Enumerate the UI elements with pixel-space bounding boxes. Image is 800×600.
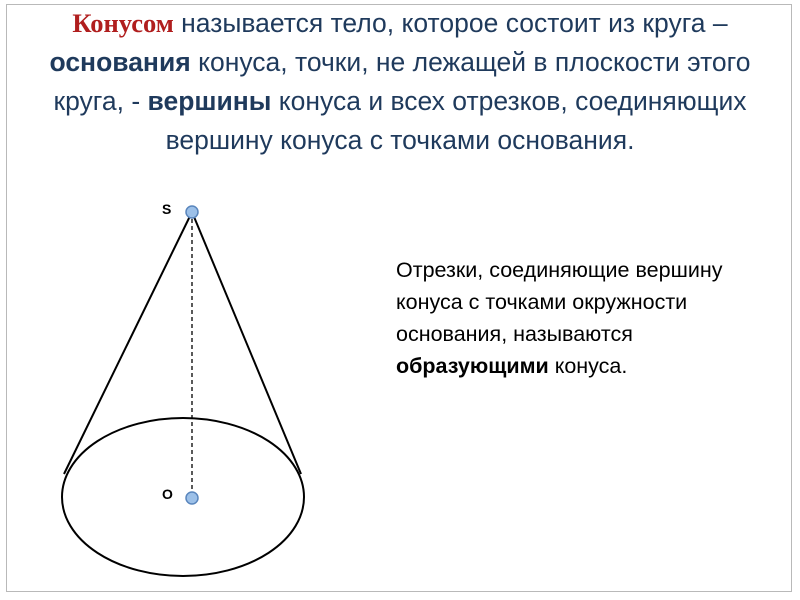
generatrix-note [396,254,776,382]
cone-base-circle [62,418,304,576]
note-text: Отрезки, соединяющие вершину конуса с точками окружности основания, называются [396,258,723,346]
definition-part-2: конуса, точки, не лежащей в плоскости этого круга, - [53,47,751,116]
center-label-o: O [162,486,173,502]
apex-term: вершины [147,86,272,116]
apex-label-s: S [162,201,172,217]
base-term: основания [49,47,191,77]
definition-part-3: конуса и всех отрезков, соединяющих вершину конуса с точками основания. [165,86,747,155]
cone-left-generatrix [64,212,192,474]
generatrix-term: образующими [396,354,549,378]
cone-term: Конусом [72,8,174,38]
note-tail: конуса. [548,354,628,378]
apex-point-s [186,206,198,218]
cone-right-generatrix [192,212,301,474]
center-point-o [186,492,198,504]
definition-part-1: называется тело, которое состоит из круга – [173,8,728,38]
